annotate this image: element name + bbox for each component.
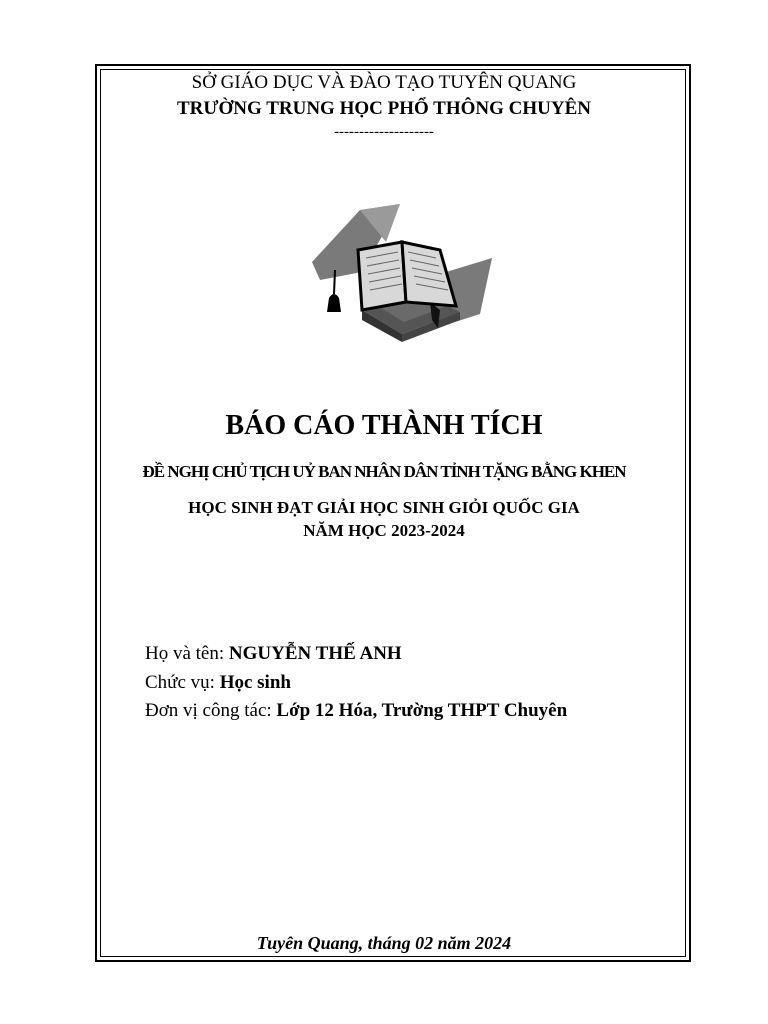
position-value: Học sinh: [219, 672, 291, 693]
work-unit-label: Đơn vị công tác:: [145, 700, 277, 721]
full-name-label: Họ và tên:: [145, 643, 229, 664]
books-graduation-cap-icon: [290, 202, 496, 352]
full-name-value: NGUYỄN THẾ ANH: [228, 643, 402, 664]
proposal-heading: ĐỀ NGHỊ CHỦ TỊCH UỶ BAN NHÂN DÂN TỈNH TẶNG BẰNG KHEN: [142, 462, 626, 481]
school-year-heading: NĂM HỌC 2023-2024: [303, 521, 465, 540]
heading-divider: --------------------: [334, 124, 434, 140]
school-heading: TRƯỜNG TRUNG HỌC PHỔ THÔNG CHUYÊN: [177, 98, 591, 119]
work-unit-value: Lớp 12 Hóa, Trường THPT Chuyên: [276, 700, 568, 721]
position-row: [145, 672, 291, 694]
work-unit-row: [145, 700, 567, 722]
report-title: BÁO CÁO THÀNH TÍCH: [225, 410, 543, 441]
place-date: Tuyên Quang, tháng 02 năm 2024: [256, 933, 512, 953]
full-name-row: [145, 643, 402, 665]
department-heading: SỞ GIÁO DỤC VÀ ĐÀO TẠO TUYÊN QUANG: [191, 72, 577, 93]
position-label: Chức vụ:: [145, 672, 220, 693]
achievement-heading: HỌC SINH ĐẠT GIẢI HỌC SINH GIỎI QUỐC GIA: [188, 498, 580, 517]
